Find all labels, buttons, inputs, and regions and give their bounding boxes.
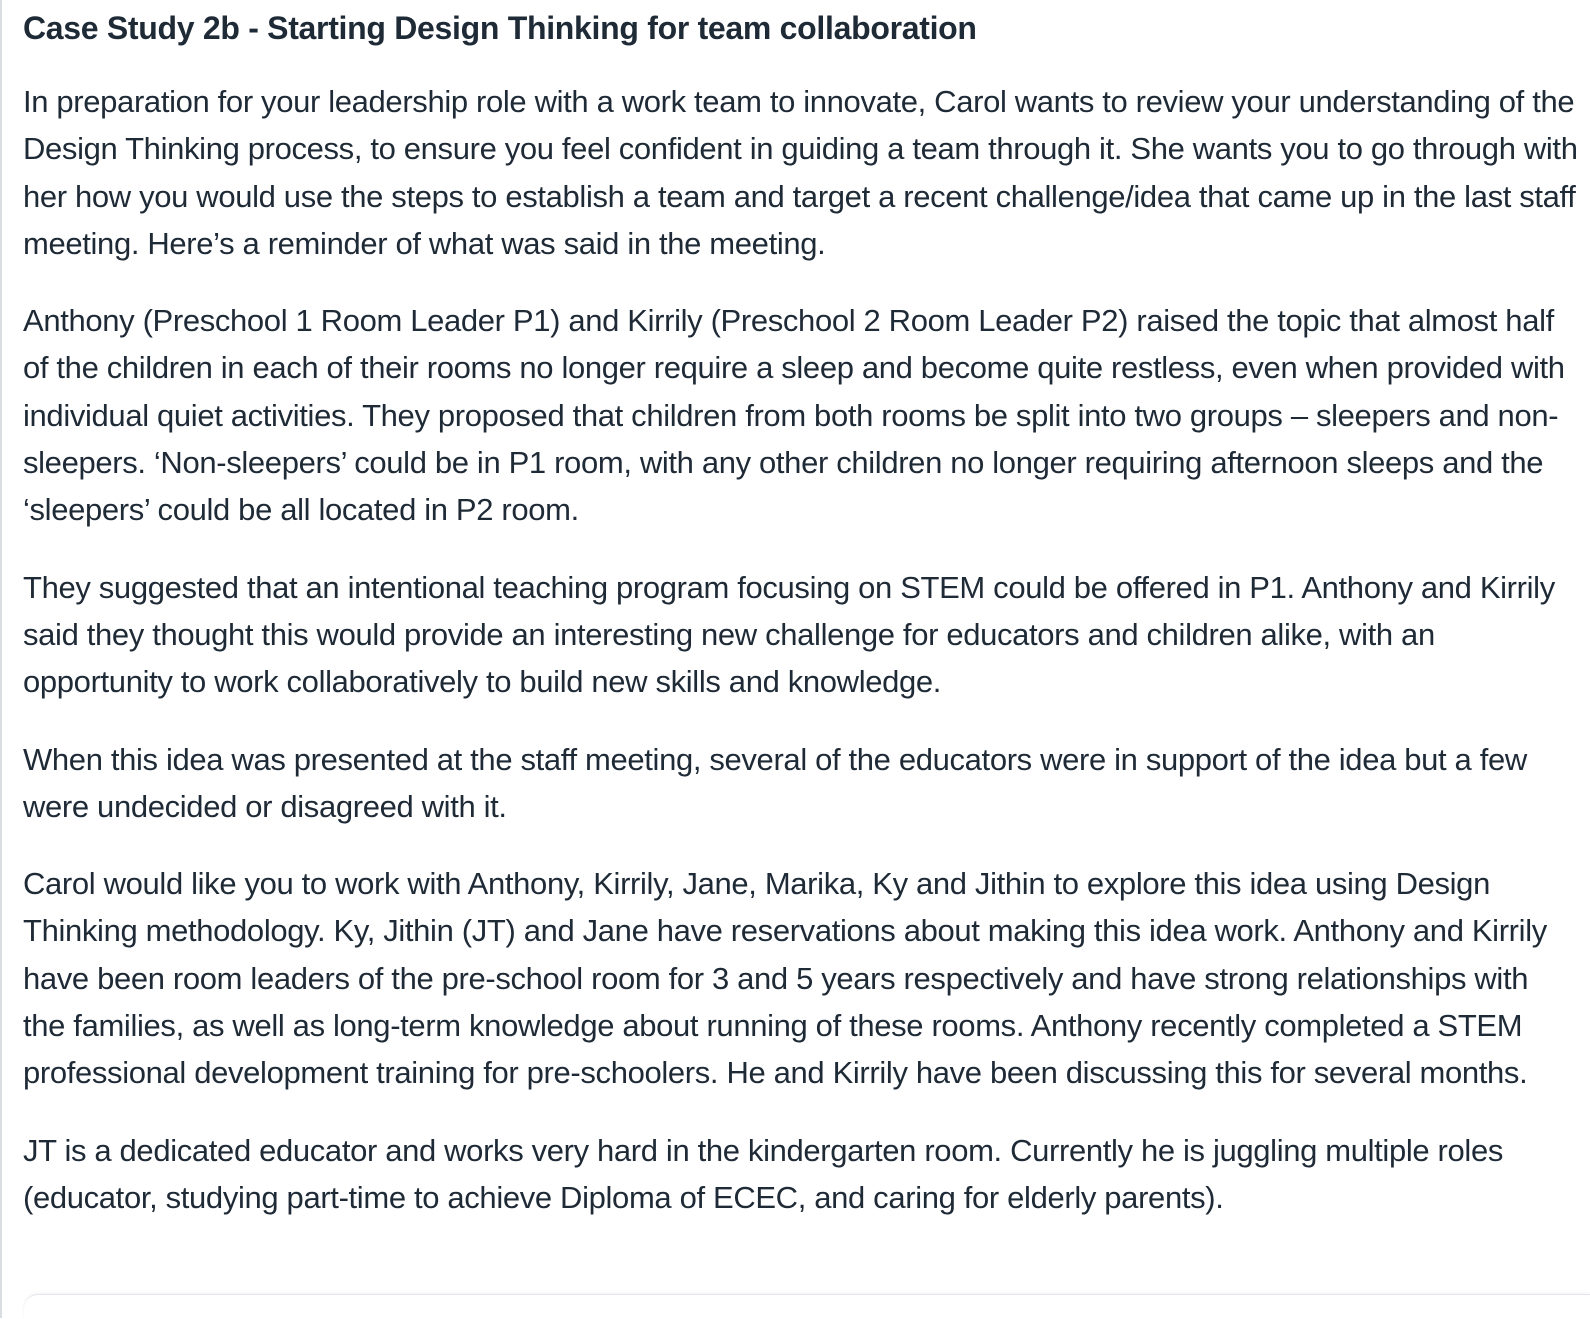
- paragraph-staff-response: When this idea was presented at the staff meeting, several of the educators were in support of the idea but a few were undecided or disagreed with it.: [23, 741, 1527, 824]
- paragraph-team: Carol would like you to work with Anthony, Kirrily, Jane, Marika, Ky and Jithin to explore this idea using Design Thinking methodology. Ky, Jithin (JT) and Jane have reservations about making this idea work. Anthony and Kirrily have been room leaders of the pre-school room for 3 and 5 years respectively and have strong relationships with the families, as well as long-term knowledge about running of these rooms. Anthony recently completed a STEM professional development training for pre-schoolers. He and Kirrily have been discussing this for several months.: [23, 866, 1547, 1091]
- next-card-edge: [24, 1294, 1590, 1319]
- paragraph-jt: JT is a dedicated educator and works very hard in the kindergarten room. Currently he is juggling multiple roles (educator, studying part-time to achieve Diploma of ECEC, and caring for elderly parents).: [23, 1132, 1503, 1215]
- case-study-content: [23, 8, 1578, 1251]
- paragraph-proposal: Anthony (Preschool 1 Room Leader P1) and Kirrily (Preschool 2 Room Leader P2) raised the topic that almost half of the children in each of their rooms no longer require a sleep and become quite restless, even when provided with individual quiet activities. They proposed that children from both rooms be split into two groups – sleepers and non-sleepers. ‘Non-sleepers’ could be in P1 room, with any other children no longer requiring afternoon sleeps and the ‘sleepers’ could be all located in P2 room.: [23, 303, 1565, 528]
- case-study-title: Case Study 2b - Starting Design Thinking for team collaboration: [23, 10, 977, 46]
- paragraph-stem-program: They suggested that an intentional teaching program focusing on STEM could be offered in P1. Anthony and Kirrily said they thought this would provide an interesting new challenge for educators and children alike, with an opportunity to work collaboratively to build new skills and knowledge.: [23, 569, 1555, 700]
- paragraph-intro: In preparation for your leadership role with a work team to innovate, Carol wants to review your understanding of the Design Thinking process, to ensure you feel confident in guiding a team through it. She wants you to go through with her how you would use the steps to establish a team and target a recent challenge/idea that came up in the last staff meeting. Here’s a reminder of what was said in the meeting.: [23, 84, 1578, 261]
